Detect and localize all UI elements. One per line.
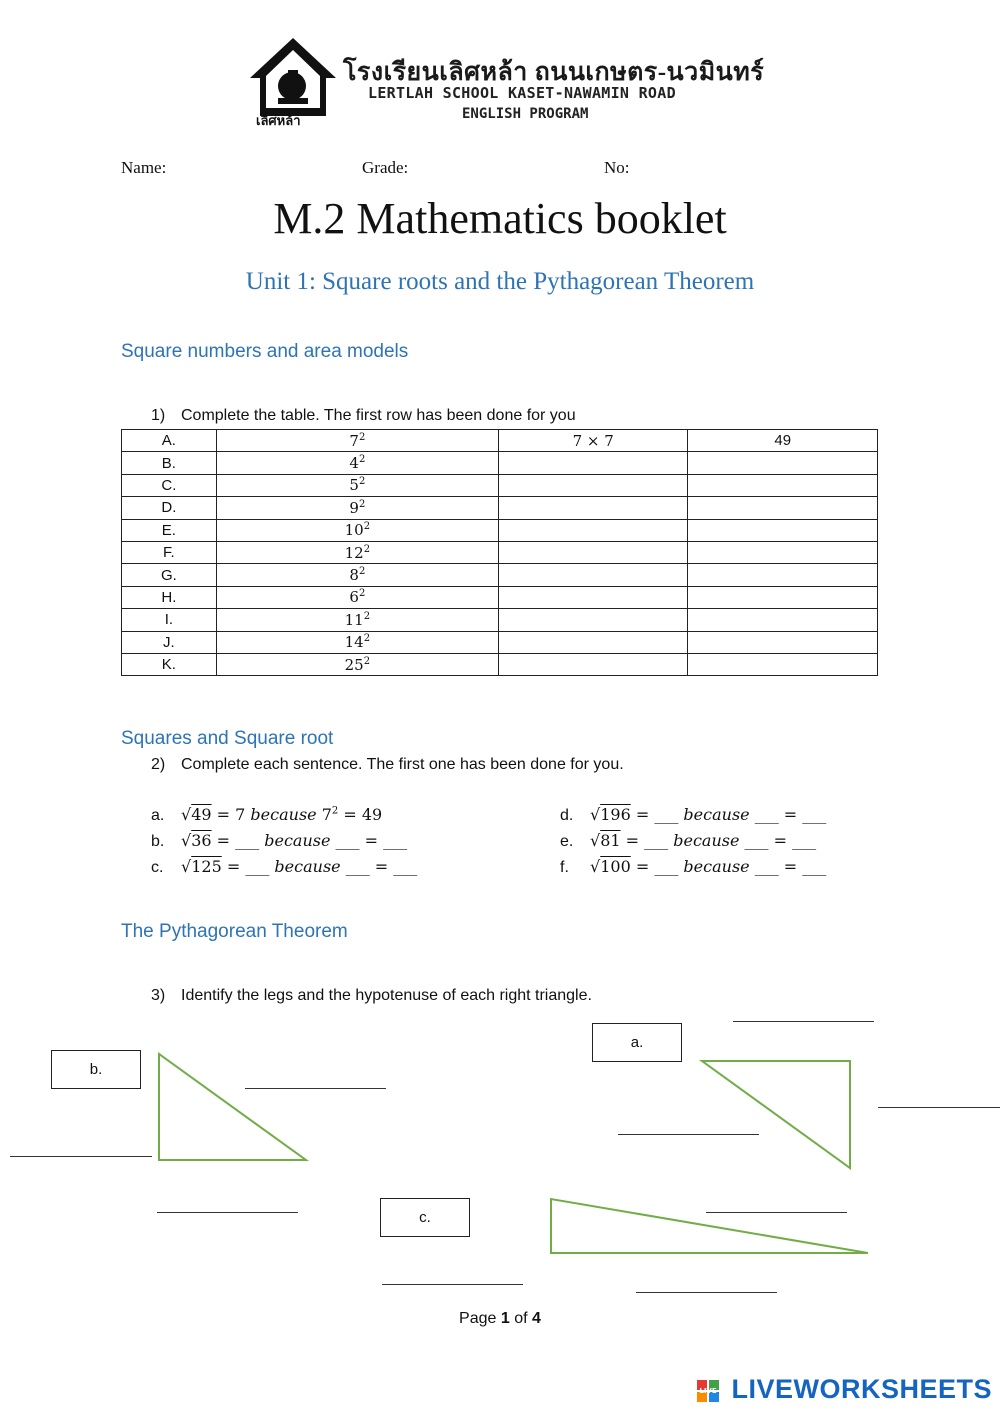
answer-blank[interactable]: ___ bbox=[393, 857, 418, 876]
exponent: 2 bbox=[363, 521, 371, 533]
expanded-cell[interactable] bbox=[499, 564, 688, 586]
page-of: of bbox=[514, 1310, 528, 1327]
base: 4 bbox=[349, 454, 359, 473]
table-row bbox=[122, 519, 878, 541]
sentence-b: b. √36 = ___ because ___ = ___ bbox=[151, 831, 408, 850]
sentence-label: b. bbox=[151, 833, 165, 850]
base: 9 bbox=[349, 498, 359, 517]
sentence-a: a. √49 = 7 because $7^2 = 49$ bbox=[151, 805, 383, 824]
liveworksheets-brand: LIVEWORKSHEETS bbox=[731, 1374, 992, 1404]
square-expression bbox=[216, 609, 498, 631]
answer-blank[interactable]: ___ bbox=[744, 831, 769, 850]
square-result: 49 bbox=[361, 805, 383, 824]
expanded-cell[interactable] bbox=[499, 609, 688, 631]
answer-blank[interactable]: ___ bbox=[644, 831, 669, 850]
answer-line[interactable] bbox=[245, 1088, 386, 1089]
answer-blank[interactable]: ___ bbox=[235, 831, 260, 850]
square-expression bbox=[216, 519, 498, 541]
table-row bbox=[122, 564, 878, 586]
answer-cell[interactable] bbox=[688, 653, 878, 675]
logo-letters: LIVE bbox=[699, 1387, 717, 1395]
because-word: because bbox=[264, 831, 331, 850]
exponent: 2 bbox=[358, 498, 366, 510]
square-expression bbox=[216, 452, 498, 474]
question-number: 3) bbox=[151, 987, 166, 1004]
base: 11 bbox=[344, 610, 364, 629]
current-page: 1 bbox=[500, 1310, 510, 1327]
triangle-c-label-box: c. bbox=[380, 1198, 470, 1237]
sentence-f: f. √100 = ___ because ___ = ___ bbox=[560, 857, 827, 876]
table-row bbox=[122, 497, 878, 519]
row-label: H. bbox=[122, 586, 217, 608]
exponent: 2 bbox=[358, 476, 366, 488]
question-number: 1) bbox=[151, 407, 166, 424]
exponent: 2 bbox=[358, 566, 366, 578]
root-value: 7 bbox=[235, 805, 246, 824]
square-expression bbox=[216, 430, 498, 452]
radicand: 125 bbox=[191, 857, 222, 876]
row-label: E. bbox=[122, 519, 217, 541]
question-text: Identify the legs and the hypotenuse of each right triangle. bbox=[181, 987, 592, 1004]
question-number: 2) bbox=[151, 756, 166, 773]
exponent: 2 bbox=[358, 588, 366, 600]
section-heading-pythagorean: The Pythagorean Theorem bbox=[121, 921, 348, 942]
program-name: ENGLISH PROGRAM bbox=[462, 106, 589, 122]
answer-blank[interactable]: ___ bbox=[245, 857, 270, 876]
logo-wordmark: เลิศหล้า bbox=[256, 113, 301, 128]
exponent: 2 bbox=[363, 610, 371, 622]
because-word: because bbox=[274, 857, 341, 876]
answer-line[interactable] bbox=[10, 1156, 152, 1157]
table-row bbox=[122, 653, 878, 675]
base: 7 bbox=[349, 431, 359, 450]
triangle-b bbox=[159, 1054, 306, 1160]
answer-blank[interactable]: ___ bbox=[754, 805, 779, 824]
sentence-label: d. bbox=[560, 807, 574, 824]
square-expression bbox=[216, 474, 498, 496]
school-name-thai: โรงเรียนเลิศหล้า ถนนเกษตร-นวมินทร์ bbox=[343, 59, 765, 86]
answer-cell[interactable] bbox=[688, 631, 878, 653]
base: 25 bbox=[344, 655, 364, 674]
name-field-label: Name: bbox=[121, 158, 167, 177]
because-word: because bbox=[673, 831, 740, 850]
triangle-b-label-box: b. bbox=[51, 1050, 141, 1089]
table-row bbox=[122, 609, 878, 631]
answer-cell: 49 bbox=[688, 430, 878, 452]
base: 8 bbox=[349, 566, 359, 585]
sentence-label: f. bbox=[560, 859, 569, 876]
answer-cell[interactable] bbox=[688, 452, 878, 474]
exponent: 2 bbox=[358, 431, 366, 443]
triangle-a-label-box: a. bbox=[592, 1023, 682, 1062]
answer-cell[interactable] bbox=[688, 497, 878, 519]
school-logo bbox=[248, 36, 338, 120]
expanded-cell[interactable] bbox=[499, 474, 688, 496]
base: 6 bbox=[349, 588, 359, 607]
question-2 bbox=[151, 756, 624, 774]
expanded-cell[interactable] bbox=[499, 452, 688, 474]
base: 14 bbox=[344, 633, 364, 652]
answer-blank[interactable]: ___ bbox=[654, 857, 679, 876]
radicand: 100 bbox=[600, 857, 631, 876]
section-heading-square-numbers: Square numbers and area models bbox=[121, 341, 409, 362]
square-expression bbox=[216, 653, 498, 675]
answer-line[interactable] bbox=[636, 1292, 777, 1293]
table-row bbox=[122, 541, 878, 563]
answer-blank[interactable]: ___ bbox=[792, 831, 817, 850]
sentence-label: e. bbox=[560, 833, 574, 850]
answer-line[interactable] bbox=[157, 1212, 298, 1213]
unit-subtitle: Unit 1: Square roots and the Pythagorean Theorem bbox=[245, 268, 755, 295]
row-label: C. bbox=[122, 474, 217, 496]
answer-line[interactable] bbox=[733, 1021, 874, 1022]
sentence-c: c. √125 = ___ because ___ = ___ bbox=[151, 857, 418, 876]
liveworksheets-logo-icon bbox=[697, 1380, 719, 1402]
answer-blank[interactable]: ___ bbox=[754, 857, 779, 876]
base: 10 bbox=[344, 521, 364, 540]
row-label: J. bbox=[122, 631, 217, 653]
sentence-label: a. bbox=[151, 807, 165, 824]
radicand: 81 bbox=[600, 831, 621, 850]
answer-line[interactable] bbox=[382, 1284, 523, 1285]
row-label: A. bbox=[122, 430, 217, 452]
table-row bbox=[122, 452, 878, 474]
triangle-a bbox=[702, 1061, 850, 1168]
section-heading-square-root: Squares and Square root bbox=[121, 728, 334, 749]
table-row bbox=[122, 631, 878, 653]
page-title: M.2 Mathematics booklet bbox=[273, 194, 727, 243]
total-pages: 4 bbox=[532, 1310, 541, 1327]
row-label: B. bbox=[122, 452, 217, 474]
answer-cell[interactable] bbox=[688, 586, 878, 608]
answer-blank[interactable]: ___ bbox=[802, 857, 827, 876]
expanded-cell[interactable] bbox=[499, 631, 688, 653]
answer-line[interactable] bbox=[878, 1107, 1000, 1108]
answer-cell[interactable] bbox=[688, 564, 878, 586]
exponent: 2 bbox=[363, 655, 371, 667]
answer-cell[interactable] bbox=[688, 519, 878, 541]
expanded-cell[interactable] bbox=[499, 653, 688, 675]
row-label: D. bbox=[122, 497, 217, 519]
answer-blank[interactable]: ___ bbox=[802, 805, 827, 824]
question-1 bbox=[151, 407, 576, 425]
answer-blank[interactable]: ___ bbox=[383, 831, 408, 850]
square-expression bbox=[216, 541, 498, 563]
radicand: 49 bbox=[191, 805, 212, 824]
base: 5 bbox=[349, 476, 359, 495]
question-text: Complete each sentence. The first one has been done for you. bbox=[181, 756, 624, 773]
question-text: Complete the table. The first row has been done for you bbox=[181, 407, 576, 424]
table-row bbox=[122, 430, 878, 452]
row-label: G. bbox=[122, 564, 217, 586]
exponent: 2 bbox=[363, 543, 371, 555]
answer-cell[interactable] bbox=[688, 474, 878, 496]
triangle-c bbox=[551, 1199, 868, 1253]
radicand: 36 bbox=[191, 831, 212, 850]
answer-blank[interactable]: ___ bbox=[345, 857, 370, 876]
triangles-figure bbox=[0, 1000, 1000, 1270]
because-word: because bbox=[250, 805, 317, 824]
base: 12 bbox=[344, 543, 364, 562]
row-label: F. bbox=[122, 541, 217, 563]
table-row bbox=[122, 586, 878, 608]
square-expression bbox=[216, 631, 498, 653]
answer-blank[interactable]: ___ bbox=[335, 831, 360, 850]
answer-cell[interactable] bbox=[688, 541, 878, 563]
square-base: 7 bbox=[321, 805, 332, 824]
expanded-cell[interactable] bbox=[499, 497, 688, 519]
because-word: because bbox=[683, 857, 750, 876]
page-number bbox=[0, 1310, 1000, 1328]
because-word: because bbox=[683, 805, 750, 824]
answer-line[interactable] bbox=[618, 1134, 759, 1135]
expanded-cell[interactable] bbox=[499, 519, 688, 541]
answer-line[interactable] bbox=[706, 1212, 847, 1213]
row-label: I. bbox=[122, 609, 217, 631]
expanded-cell[interactable] bbox=[499, 541, 688, 563]
page-prefix: Page bbox=[459, 1310, 497, 1327]
school-name-english: LERTLAH SCHOOL KASET-NAWAMIN ROAD bbox=[368, 84, 676, 102]
expanded-cell: 7 × 7 bbox=[499, 430, 688, 452]
answer-blank[interactable]: ___ bbox=[654, 805, 679, 824]
answer-cell[interactable] bbox=[688, 609, 878, 631]
expanded-cell[interactable] bbox=[499, 586, 688, 608]
radicand: 196 bbox=[600, 805, 631, 824]
squares-table bbox=[121, 429, 878, 676]
exponent: 2 bbox=[331, 805, 339, 817]
square-expression bbox=[216, 497, 498, 519]
table-row bbox=[122, 474, 878, 496]
sentence-d: d. √196 = ___ because ___ = ___ bbox=[560, 805, 827, 824]
square-expression bbox=[216, 564, 498, 586]
exponent: 2 bbox=[363, 633, 371, 645]
grade-field-label: Grade: bbox=[362, 158, 409, 177]
sentence-label: c. bbox=[151, 859, 164, 876]
exponent: 2 bbox=[358, 454, 366, 466]
square-expression bbox=[216, 586, 498, 608]
row-label: K. bbox=[122, 653, 217, 675]
number-field-label: No: bbox=[604, 158, 630, 177]
sentence-e: e. √81 = ___ because ___ = ___ bbox=[560, 831, 817, 850]
